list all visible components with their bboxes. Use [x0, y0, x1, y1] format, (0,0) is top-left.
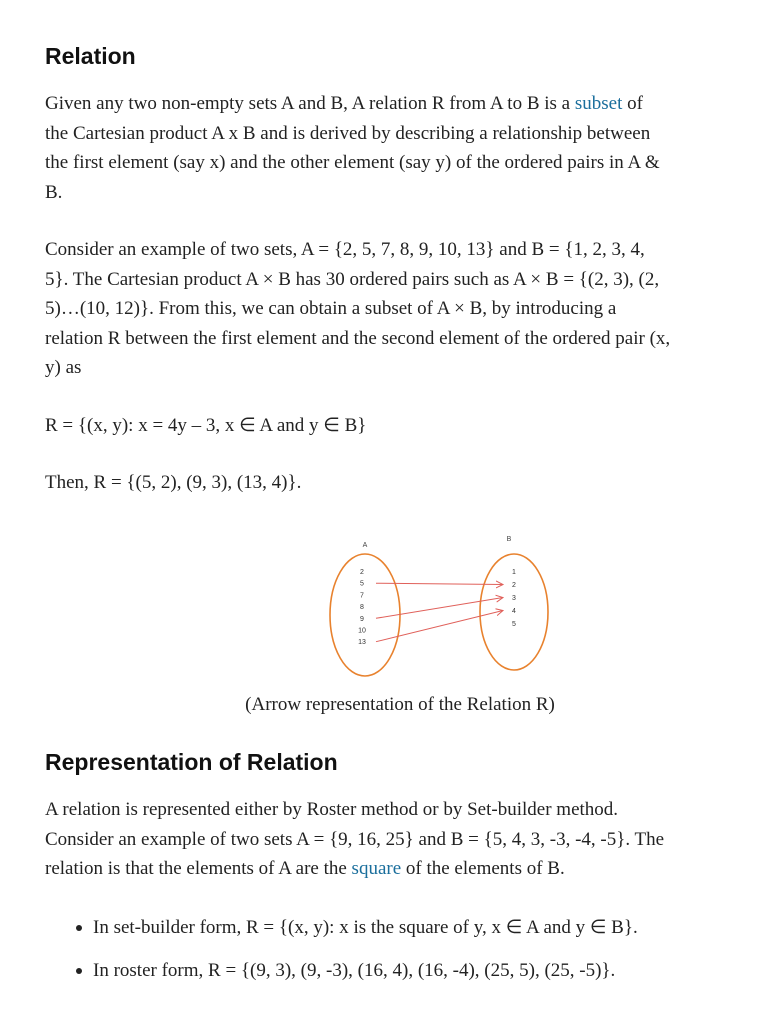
- bullet-icon: [76, 925, 82, 931]
- set-builder-form-text: In set-builder form, R = {(x, y): x is the square of y, x ∈ A and y ∈ B}.: [93, 917, 638, 938]
- relation-arrows: [376, 583, 503, 642]
- set-a-element: 7: [360, 592, 364, 600]
- text-line: y) as: [45, 357, 82, 378]
- list-item: [45, 918, 725, 961]
- paragraph-example: [45, 235, 725, 383]
- text-line: the Cartesian product A x B and is derived by describing a relationship between: [45, 122, 651, 144]
- roster-form-text: In roster form, R = {(9, 3), (9, -3), (16, 4), (16, -4), (25, 5), (25, -5)}.: [93, 960, 616, 981]
- set-a-label: A: [362, 542, 368, 549]
- text-line: Consider an example of two sets, A = {2, 5, 7, 8, 9, 10, 13} and B = {1, 2, 3, 4,: [45, 239, 645, 260]
- set-b-element: 5: [512, 621, 516, 628]
- set-a-element: 9: [360, 615, 364, 623]
- set-b-label: B: [506, 536, 512, 543]
- text-line: 5}. The Cartesian product A × B has 30 ordered pairs such as A × B = {(2, 3), (2,: [45, 268, 660, 290]
- set-a-element: 2: [360, 569, 364, 576]
- list-item: [45, 961, 725, 1004]
- subset-link[interactable]: subset: [574, 93, 623, 114]
- text-line: of the elements of B.: [401, 858, 565, 879]
- text-line: Consider an example of two sets A = {9, 16, 25} and B = {5, 4, 3, -3, -4, -5}. The: [45, 828, 665, 850]
- relation-result: Then, R = {(5, 2), (9, 3), (13, 4)}.: [45, 472, 302, 493]
- paragraph-representation: [45, 795, 725, 884]
- figure-caption: (Arrow representation of the Relation R): [245, 694, 555, 715]
- text-line: relation R between the first element and the second element of the ordered pair (x,: [45, 327, 671, 349]
- set-b-element: 4: [512, 608, 516, 615]
- text-line: A relation is represented either by Roster method or by Set-builder method.: [45, 799, 619, 820]
- set-a-element: 13: [358, 639, 366, 647]
- text-line: 5)…(10, 12)}. From this, we can obtain a subset of A × B, by introducing a: [45, 298, 617, 319]
- bullet-icon: [76, 968, 82, 974]
- set-a-element: 5: [360, 580, 364, 588]
- section-heading-relation: Relation: [45, 43, 136, 69]
- arrow-diagram-svg: [280, 530, 560, 685]
- square-link[interactable]: square: [351, 858, 402, 879]
- text-line: relation is that the elements of A are the: [45, 858, 352, 879]
- set-a-element: 8: [360, 604, 364, 612]
- set-b-element: 2: [512, 582, 516, 589]
- set-b-elements: [512, 569, 516, 628]
- set-a-ellipse: [330, 554, 400, 676]
- arrow-diagram: [280, 530, 560, 685]
- text-line: B.: [45, 181, 63, 203]
- text-line: of: [622, 93, 643, 114]
- set-b-element: 1: [512, 569, 516, 576]
- section-heading-representation: Representation of Relation: [45, 749, 338, 775]
- relation-formula: R = {(x, y): x = 4y – 3, x ∈ A and y ∈ B}: [45, 415, 367, 436]
- text-line: Given any two non-empty sets A and B, A relation R from A to B is a: [45, 93, 575, 114]
- set-a-elements: [358, 569, 366, 646]
- set-a-element: 10: [358, 627, 366, 635]
- text-line: the first element (say x) and the other element (say y) of the ordered pairs in A &: [45, 152, 660, 173]
- paragraph-relation-definition: [45, 89, 725, 207]
- set-b-element: 3: [512, 595, 516, 602]
- representation-list: [45, 918, 725, 1004]
